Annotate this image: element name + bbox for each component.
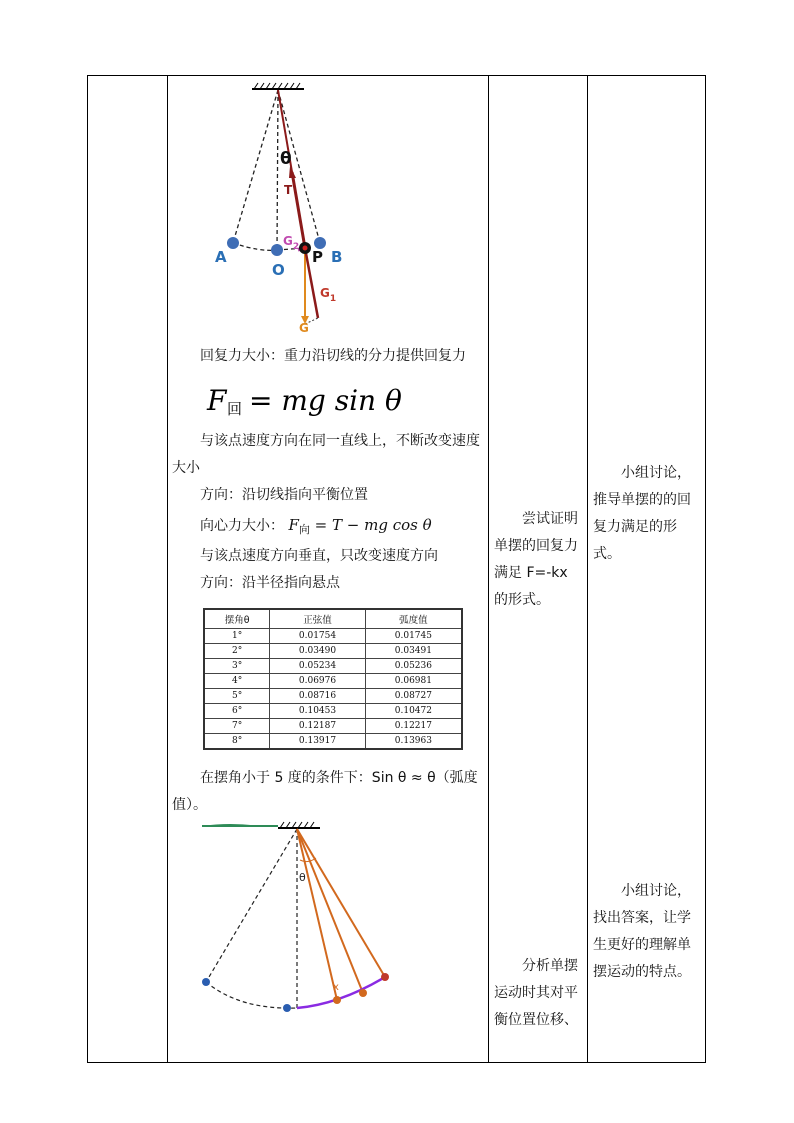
tangent-direction: 方向：沿切线指向平衡位置 [200, 487, 368, 503]
theta-label: θ [280, 149, 292, 169]
design-intent-2: 小组讨论，找出答案，让学生更好的理解单摆运动的特点。 [593, 883, 691, 980]
point-p-label: P [312, 248, 323, 266]
column-divider [587, 75, 588, 1063]
centripetal-line [172, 512, 484, 543]
formula-f: F [207, 384, 227, 417]
restoring-force-formula [205, 380, 425, 420]
tension-label: T [284, 183, 293, 197]
table-row: 6° 0.10453 0.10472 [204, 704, 462, 719]
table-row: 3° 0.05234 0.05236 [204, 659, 462, 674]
column-divider [488, 75, 489, 1063]
formula-rhs: = mg sin θ [249, 384, 402, 417]
restoring-force-line: 回复力大小：重力沿切线的分力提供回复力 [200, 348, 466, 364]
x-label: x [333, 982, 339, 993]
small-angle-block [172, 765, 484, 819]
g2-label: $G_2$ [283, 234, 300, 252]
pendulum-swing-diagram [200, 818, 400, 1018]
student-activity-2: 分析单摆运动时其对平衡位置位移、 [494, 958, 578, 1028]
table-row: 1° 0.01754 0.01745 [204, 629, 462, 644]
theta-label-2: θ [299, 871, 306, 884]
table-row: 8° 0.13917 0.13963 [204, 734, 462, 750]
same-line-paragraph: 与该点速度方向在同一直线上，不断改变速度大小 [172, 433, 480, 476]
radius-direction: 方向：沿半径指向悬点 [200, 575, 340, 591]
point-o-label: O [272, 261, 285, 279]
table-row: 2° 0.03490 0.03491 [204, 644, 462, 659]
point-b-label: B [331, 248, 343, 266]
design-intent-1: 小组讨论，推导单摆的的回复力满足的形式。 [593, 465, 691, 562]
angle-value-table [203, 608, 463, 750]
g1-label: $G_1$ [320, 286, 337, 304]
formula-sub: 回 [227, 400, 243, 418]
pendulum-force-diagram [200, 80, 360, 342]
table-header: 正弦值 [270, 609, 366, 629]
content-column-mid [172, 428, 484, 597]
table-header: 弧度值 [365, 609, 462, 629]
table-row: 4° 0.06976 0.06981 [204, 674, 462, 689]
column-divider [167, 75, 168, 1063]
small-angle-note: 在摆角小于 5 度的条件下：Sin θ ≈ θ（弧度值）。 [172, 770, 478, 813]
table-row: 5° 0.08716 0.08727 [204, 689, 462, 704]
content-column [172, 343, 484, 370]
student-activity-1: 尝试证明单摆的回复力满足 F=-kx 的形式。 [494, 511, 578, 608]
table-row: 7° 0.12187 0.12217 [204, 719, 462, 734]
centripetal-label: 向心力大小： [200, 518, 284, 534]
perpendicular-paragraph: 与该点速度方向垂直，只改变速度方向 [200, 548, 438, 564]
gravity-label: G [299, 321, 309, 335]
point-a-label: A [215, 248, 227, 266]
centripetal-formula: $F_向 = T$ − mg cos θ [288, 516, 432, 536]
table-header: 摆角θ [204, 609, 270, 629]
